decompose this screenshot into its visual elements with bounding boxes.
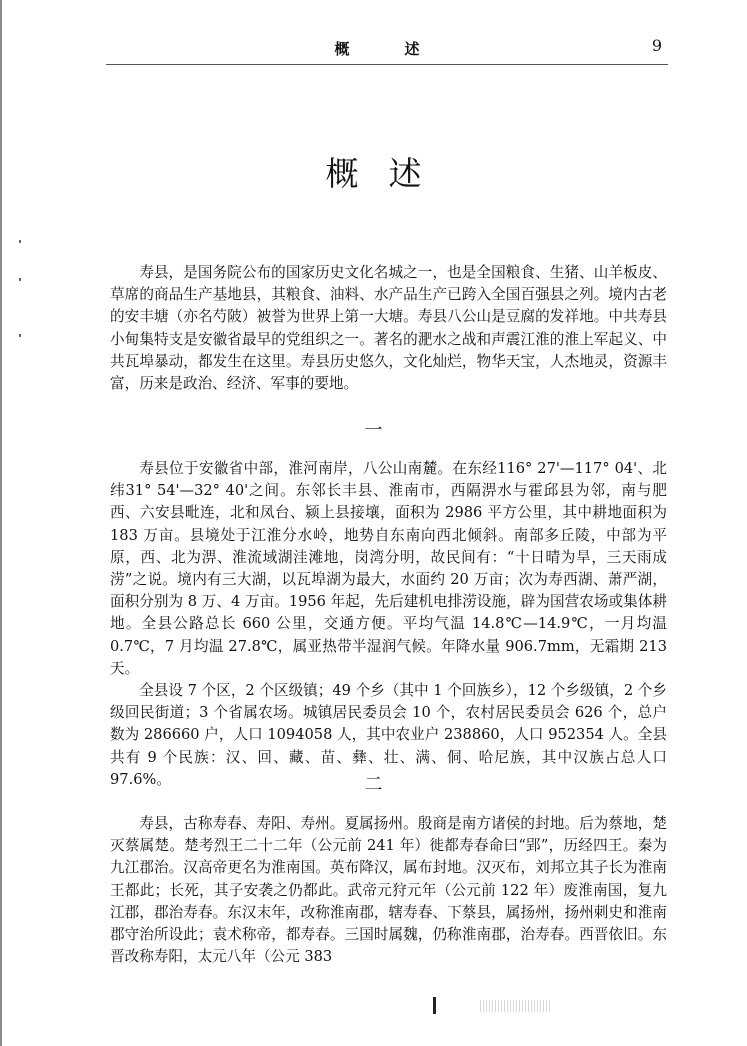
- paragraph: 全县设 7 个区，2 个区级镇；49 个乡（其中 1 个回族乡），12 个乡级镇，2 个乡级回民街道；3 个省属农场。城镇居民委员会 10 个，农村居民委员会 626 个，总户数为 286660 户，人口 1094058 人，其中农业户 238860，人口 952354 人。全县共有 9 个民族：汉、回、藏、苗、彝、壮、满、侗、哈尼族，其中汉族占总人口 97.6%。: [110, 682, 667, 788]
- chapter-title: 概述: [325, 154, 452, 193]
- running-head: [106, 6, 668, 62]
- section-marker-1: 一: [364, 420, 383, 441]
- scan-artifact-noise: [480, 1000, 550, 1012]
- section-2: [110, 813, 667, 968]
- scan-speck: [19, 334, 21, 337]
- intro-section: [110, 262, 667, 395]
- paragraph: 寿县，是国务院公布的国家历史文化名城之一，也是全国粮食、生猪、山羊板皮、草席的商品生产基地县，其粮食、油料、水产品生产已跨入全国百强县之列。境内古老的安丰塘（亦名芍陂）被誉为世界上第一大塘。寿县八公山是豆腐的发祥地。中共寿县小甸集特支是安徽省最早的党组织之一。著名的淝水之战和声震江淮的淮上军起义、中共瓦埠暴动，都发生在这里。寿县历史悠久，文化灿烂，物华天宝，人杰地灵，资源丰富，历来是政治、经济、军事的要地。: [110, 264, 667, 393]
- section-1: [110, 458, 667, 791]
- paragraph: 寿县位于安徽省中部，淮河南岸，八公山南麓。在东经116° 27'—117° 04'、北纬31° 54'—32° 40'之间。东邻长丰县、淮南市，西隔淠水与霍邱县为邻，南与肥西、六安县毗连，北和凤台、颍上县接壤，面积为 2986 平方公里，其中耕地面积为 183 万亩。县境处于江淮分水岭，地势自东南向西北倾斜。南部多丘陵，中部为平原，西、北为淠、淮流域湖洼滩地，岗湾分明，故民间有：“十日晴为旱，三天雨成涝”之说。境内有三大湖，以瓦埠湖为最大，水面约 20 万亩；次为寿西湖、萧严湖，面积分别为 8 万、4 万亩。1956 年起，先后建机电排涝设施，辟为国营农场或集体耕地。全县公路总长 660 公里，交通方便。平均气温 14.8℃—14.9℃，一月均温 0.7℃，7 月均温 27.8℃，属亚热带半湿润气候。年降水量 906.7mm，无霜期 213 天。: [110, 460, 667, 677]
- header-rule: [106, 64, 668, 65]
- scan-speck: [19, 240, 21, 243]
- scan-speck: [19, 278, 21, 281]
- page-number: 9: [651, 36, 662, 55]
- section-marker-2: 二: [364, 774, 383, 795]
- running-head-title: 概 述: [334, 40, 440, 58]
- scan-artifact-bar: [433, 997, 436, 1014]
- paragraph: 寿县，古称寿春、寿阳、寿州。夏属扬州。殷商是南方诸侯的封地。后为蔡地，楚灭蔡属楚。楚考烈王二十二年（公元前 241 年）徙都寿春命曰“郢”，历经四王。秦为九江郡治。汉高帝更名为淮南国。英布降汉，属布封地。汉灭布，刘邦立其子长为淮南王都此；长死，其子安袭之仍都此。武帝元狩元年（公元前 122 年）废淮南国，复九江郡，郡治寿春。东汉末年，改称淮南郡，辖寿春、下蔡县，属扬州，扬州刺史和淮南郡守治所设此；袁术称帝，都寿春。三国时属魏，仍称淮南郡，治寿春。西晋依旧。东晋改称寿阳，太元八年（公元 383: [110, 815, 667, 966]
